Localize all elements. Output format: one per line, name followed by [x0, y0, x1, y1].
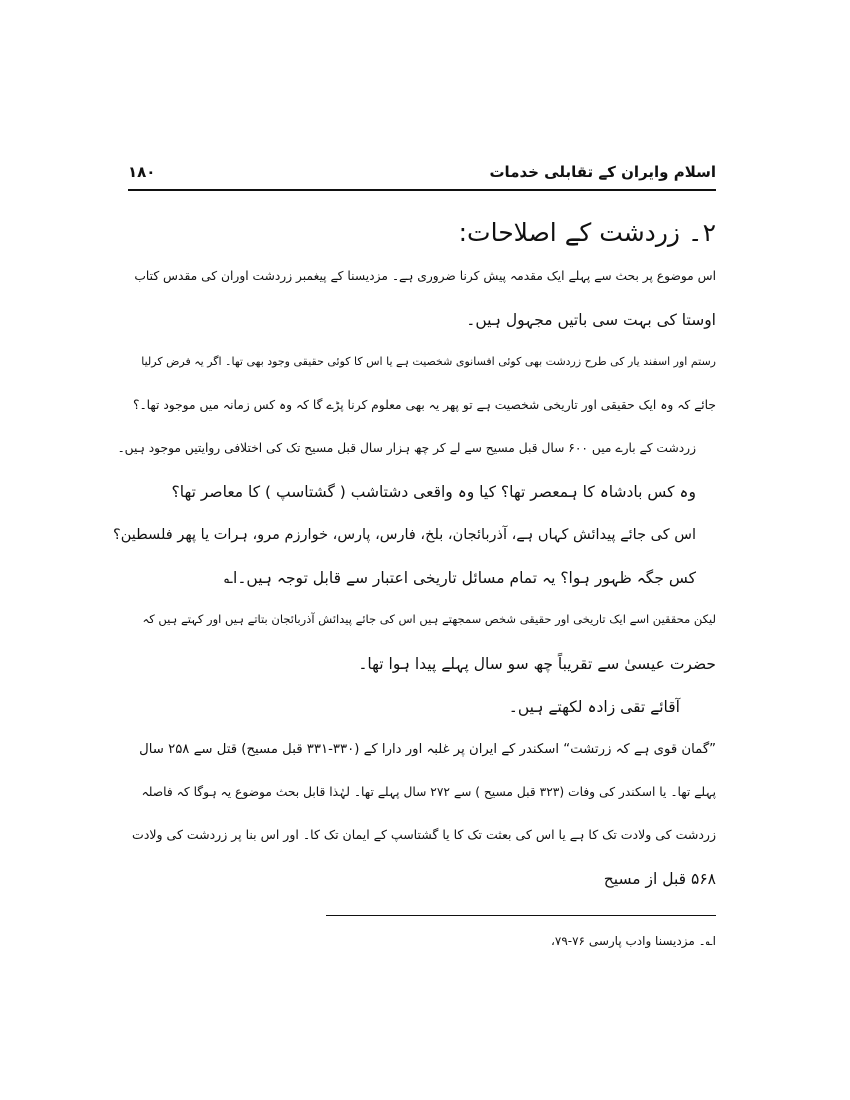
- paragraph-line: رستم اور اسفند یار کی طرح زردشت بھی کوئی افسانوی شخصیت ہے یا اس کا کوئی حقیقی وجود بھی تھا۔ اگر یہ فرض کرلیا: [141, 355, 716, 368]
- quote-line: ۵۶۸ قبل از مسیح: [603, 870, 716, 888]
- page-number: ۱۸۰: [128, 163, 156, 181]
- footnote: ا؎۔ مزدیسنا وادب پارسی ۷۶-۷۹،: [551, 934, 716, 948]
- paragraph-line: زردشت کے بارے میں ۶۰۰ سال قبل مسیح سے لے کر چھ ہزار سال قبل مسیح تک کی اختلافی روایتیں موجود ہیں۔: [117, 441, 696, 455]
- paragraph-line: اوستا کی بہت سی باتیں مجہول ہیں۔: [466, 311, 716, 329]
- paragraph-line: آقائے تقی زادہ لکھتے ہیں۔: [508, 698, 680, 716]
- footnote-rule: [326, 915, 716, 916]
- paragraph-line: کس جگہ ظہور ہوا؟ یہ تمام مسائل تاریخی اعتبار سے قابل توجہ ہیں۔ا؎: [223, 569, 696, 587]
- quote-line: زردشت کی ولادت تک کا ہے یا اس کی بعثت تک کا یا گشتاسپ کے ایمان تک کا۔ اور اس بنا پر زردشت کی ولادت: [132, 827, 716, 842]
- paragraph-line: لیکن محققین اسے ایک تاریخی اور حقیقی شخص سمجھتے ہیں اس کی جائے پیدائش آذربائجان بتاتے ہیں اور کہتے ہیں کہ: [142, 612, 716, 626]
- header-rule: [128, 189, 716, 191]
- paragraph-line: وہ کس بادشاہ کا ہمعصر تھا؟ کیا وہ واقعی دشتاشب ( گشتاسپ ) کا معاصر تھا؟: [171, 483, 696, 501]
- paragraph-line: اس موضوع پر بحث سے پہلے ایک مقدمہ پیش کرنا ضروری ہے۔ مزدیسنا کے پیغمبر زردشت اوران کی مقدس کتاب: [134, 269, 716, 283]
- running-title: اسلام وایران کے تقابلی خدمات: [489, 163, 716, 181]
- page-header: [128, 163, 716, 187]
- paragraph-line: حضرت عیسیٰ سے تقریباً چھ سو سال پہلے پیدا ہوا تھا۔: [358, 655, 716, 673]
- section-heading: ۲۔ زردشت کے اصلاحات:: [458, 218, 716, 247]
- quote-line: پہلے تھا۔ یا اسکندر کی وفات (۳۲۳ قبل مسیح ) سے ۲۷۲ سال پہلے تھا۔ لہٰذا قابل بحث موضوع یہ ہوگا کہ فاصلہ: [141, 785, 716, 799]
- paragraph-line: اس کی جائے پیدائش کہاں ہے، آذربائجان، بلخ، فارس، پارس، خوارزم مرو، ہرات یا پھر فلسطین؟: [113, 527, 696, 543]
- paragraph-line: جائے کہ وہ ایک حقیقی اور تاریخی شخصیت ہے تو پھر یہ بھی معلوم کرنا پڑے گا کہ وہ کس زمانہ میں موجود تھا۔؟: [132, 398, 716, 412]
- quote-line: ”گمان قوی ہے کہ زرتشت“ اسکندر کے ایران پر غلبہ اور دارا کے (۳۳۰-۳۳۱ قبل مسیح) قتل سے ۲۵۸ سال: [139, 742, 716, 757]
